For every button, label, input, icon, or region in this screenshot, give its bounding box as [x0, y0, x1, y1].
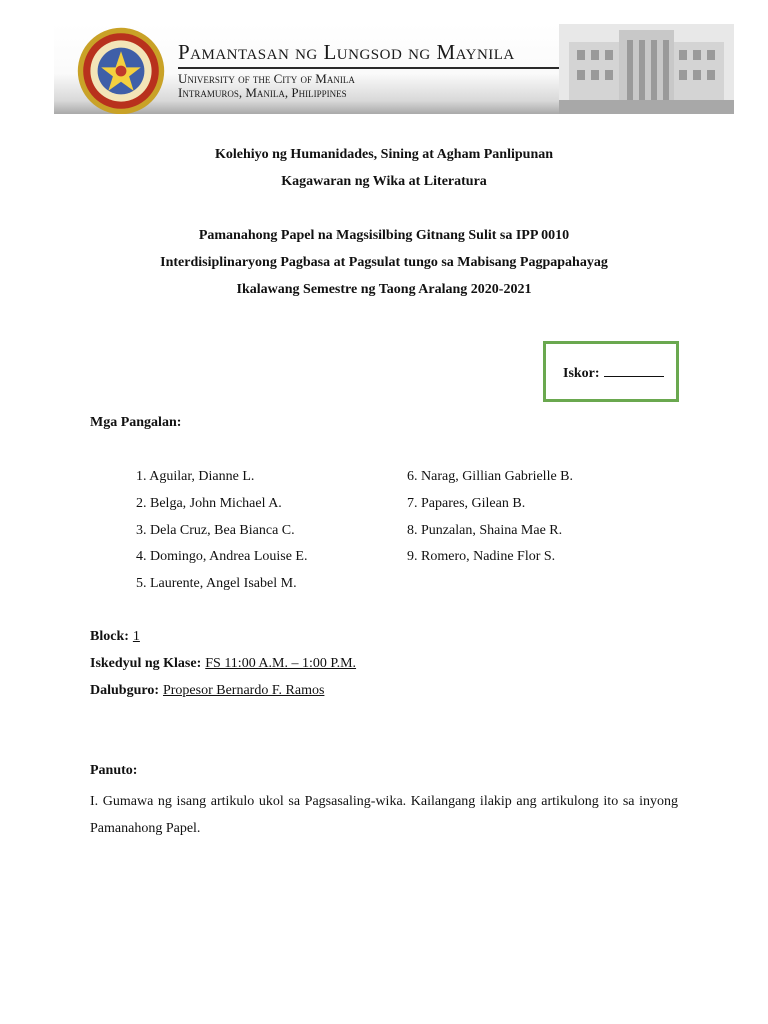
semester-line: Ikalawang Semestre ng Taong Aralang 2020-2021	[236, 282, 532, 297]
block-value: 1	[132, 629, 140, 644]
schedule-line	[90, 656, 356, 672]
score-box	[543, 341, 679, 402]
paper-title: Pamanahong Papel na Magsisilbing Gitnang Sulit sa IPP 0010	[198, 228, 570, 243]
instructions-heading: Panuto:	[90, 763, 138, 778]
name-item: 3. Dela Cruz, Bea Bianca C.	[136, 523, 295, 538]
university-location: Intramuros, Manila, Philippines	[178, 85, 347, 100]
name-item: 8. Punzalan, Shaina Mae R.	[407, 523, 563, 538]
score-blank	[604, 364, 664, 377]
instructor-value: Propesor Bernardo F. Ramos	[162, 683, 325, 698]
name-item: 4. Domingo, Andrea Louise E.	[136, 549, 308, 564]
header-divider	[178, 67, 570, 69]
course-title: Interdisiplinaryong Pagbasa at Pagsulat tungo sa Mabisang Pagpapahayag	[160, 255, 608, 270]
university-banner	[54, 24, 734, 114]
instructions-text: I. Gumawa ng isang artikulo ukol sa Pagsasaling-wika. Kailangang ilakip ang artikulong ito sa inyong Pamanahong Papel.	[90, 794, 678, 836]
name-item: 2. Belga, John Michael A.	[136, 496, 282, 511]
name-item: 1. Aguilar, Dianne L.	[136, 469, 255, 484]
names-heading: Mga Pangalan:	[90, 415, 182, 430]
score-label: Iskor:	[563, 366, 600, 381]
score-field	[563, 364, 664, 382]
university-english-name: University of the City of Manila	[178, 71, 355, 86]
block-line	[90, 629, 140, 645]
university-building-icon	[559, 24, 734, 114]
name-item: 6. Narag, Gillian Gabrielle B.	[407, 469, 574, 484]
college-name: Kolehiyo ng Humanidades, Sining at Agham Panlipunan	[214, 147, 554, 162]
name-item: 7. Papares, Gilean B.	[407, 496, 526, 511]
schedule-label: Iskedyul ng Klase:	[90, 656, 202, 671]
plm-seal-icon	[76, 26, 166, 114]
name-item: 5. Laurente, Angel Isabel M.	[136, 576, 297, 591]
instructor-label: Dalubguro:	[90, 683, 159, 698]
name-item: 9. Romero, Nadine Flor S.	[407, 549, 556, 564]
department-name: Kagawaran ng Wika at Literatura	[281, 174, 487, 189]
university-name: Pamantasan ng Lungsod ng Maynila	[178, 40, 515, 64]
block-label: Block:	[90, 629, 129, 644]
schedule-value: FS 11:00 A.M. – 1:00 P.M.	[205, 656, 357, 671]
instructor-line	[90, 683, 324, 699]
